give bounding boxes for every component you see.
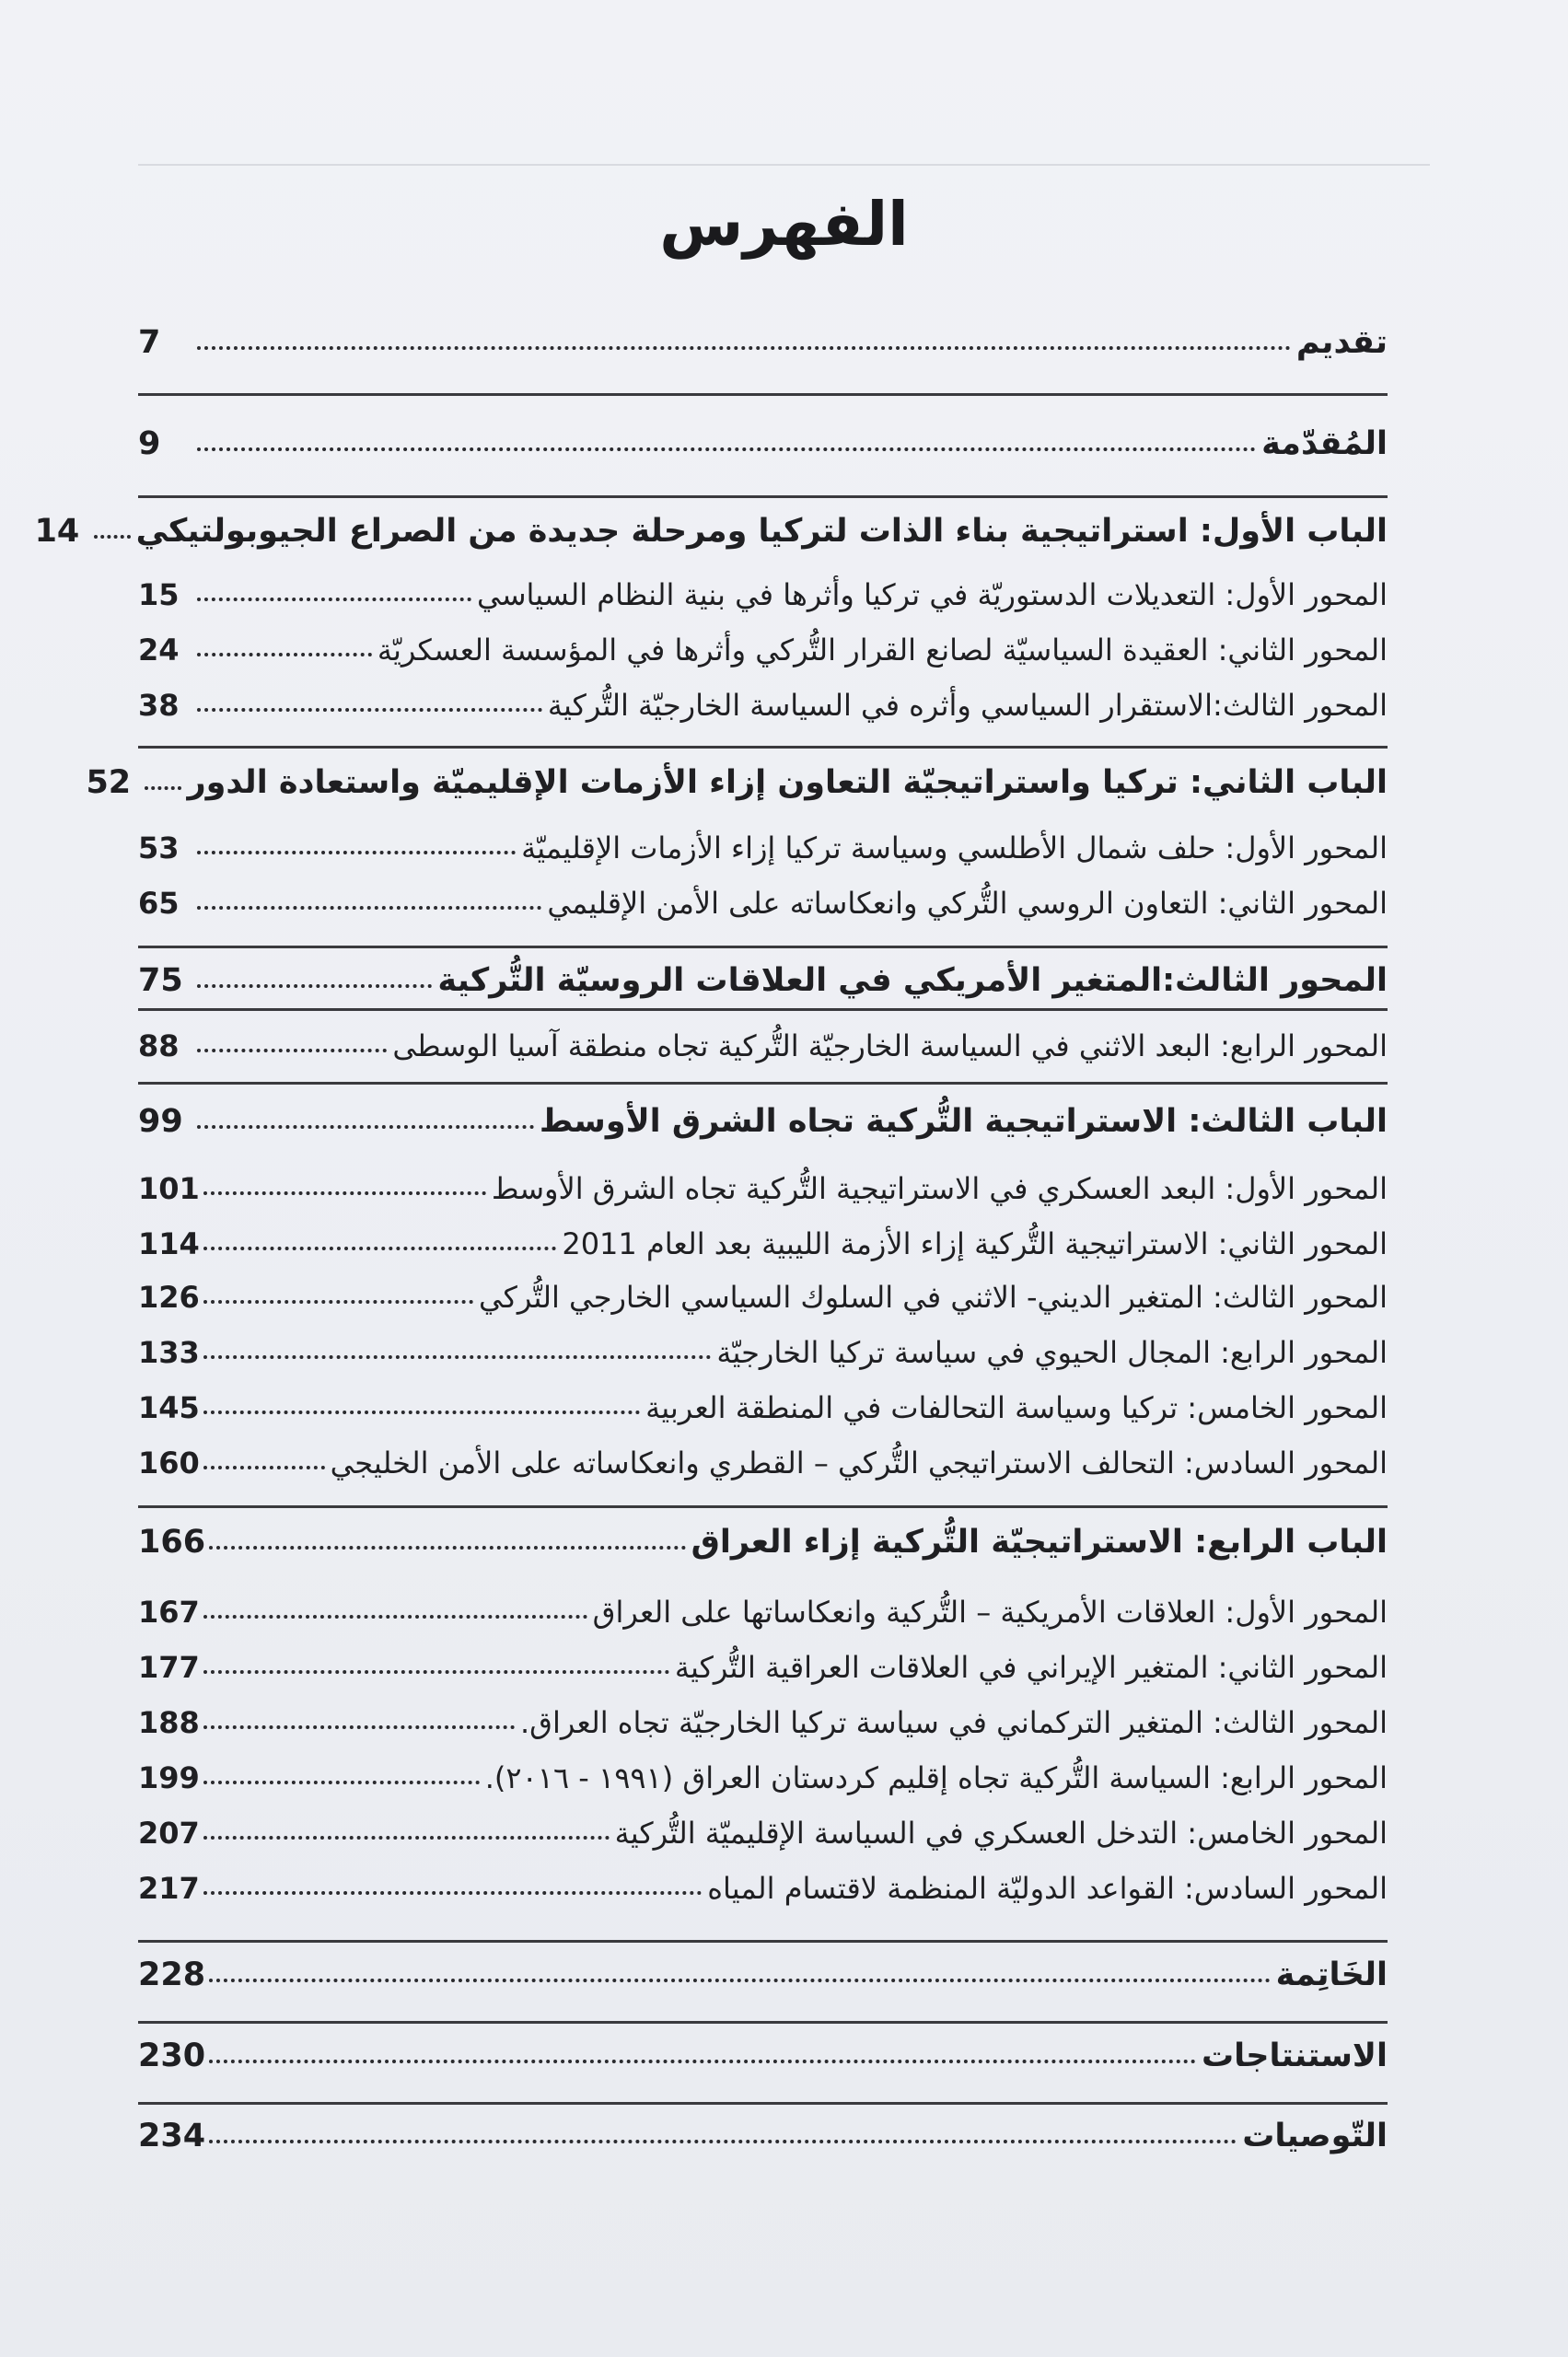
toc-page-number: 160 xyxy=(138,1446,200,1480)
toc-section-entry[interactable] xyxy=(138,1749,1388,1795)
toc-page-number: 99 xyxy=(138,1103,183,1140)
toc-page-number: 228 xyxy=(138,1956,206,1993)
toc-chapter-entry[interactable] xyxy=(138,1947,1388,1993)
dot-leader xyxy=(203,1836,610,1840)
dot-leader xyxy=(203,1300,473,1304)
toc-entry-title: المُقدّمة xyxy=(1261,425,1388,462)
section-divider xyxy=(138,1008,1388,1011)
dot-leader xyxy=(209,1546,686,1550)
toc-entry-title: المحور الثاني: التعاون الروسي التُّركي وانعكاساته على الأمن الإقليمي xyxy=(547,886,1388,921)
dot-leader xyxy=(197,851,516,854)
section-divider xyxy=(138,946,1388,948)
toc-chapter-entry[interactable] xyxy=(86,755,1388,801)
toc-page-number: 234 xyxy=(138,2118,206,2154)
toc-section-entry[interactable] xyxy=(138,1805,1388,1851)
toc-entry-title: المحور الأول: التعديلات الدستوريّة في تركيا وأثرها في بنية النظام السياسي xyxy=(477,577,1388,612)
page-title: الفهرس xyxy=(659,189,909,260)
toc-chapter-entry[interactable] xyxy=(138,953,1388,999)
toc-page-number: 15 xyxy=(138,577,180,612)
toc-chapter-entry[interactable] xyxy=(138,2028,1388,2074)
section-divider xyxy=(138,2102,1388,2105)
toc-page-number: 177 xyxy=(138,1650,200,1685)
toc-section-entry[interactable] xyxy=(138,1324,1388,1370)
toc-section-entry[interactable] xyxy=(138,1434,1388,1480)
toc-page-number: 114 xyxy=(138,1226,200,1261)
toc-entry-title: المحور الثالث: المتغير التركماني في سياسة تركيا الخارجيّة تجاه العراق. xyxy=(519,1705,1388,1740)
toc-page-number: 88 xyxy=(138,1028,180,1063)
dot-leader xyxy=(203,1411,640,1414)
toc-entry-title: المحور الأول: العلاقات الأمريكية – التُّركية وانعكاساتها على العراق xyxy=(592,1595,1388,1630)
toc-page-number: 24 xyxy=(138,633,180,668)
toc-section-entry[interactable] xyxy=(138,1584,1388,1630)
toc-entry-title: المحور الرابع: البعد الاثني في السياسة الخارجيّة التُّركية تجاه منطقة آسيا الوسطى xyxy=(392,1028,1388,1063)
section-divider xyxy=(138,393,1388,396)
toc-entry-title: المحور الرابع: السياسة التُّركية تجاه إقليم كردستان العراق (١٩٩١ - ٢٠١٦). xyxy=(484,1760,1388,1795)
toc-section-entry[interactable] xyxy=(138,1860,1388,1906)
dot-leader xyxy=(197,1049,387,1052)
toc-page-number: 217 xyxy=(138,1871,200,1906)
dot-leader xyxy=(197,653,372,656)
toc-chapter-entry[interactable] xyxy=(138,1094,1388,1140)
toc-page-number: 75 xyxy=(138,962,183,999)
dot-leader xyxy=(197,1125,534,1129)
dot-leader xyxy=(209,2140,1237,2143)
toc-section-entry[interactable] xyxy=(138,566,1388,612)
toc-entry-title: الاستنتاجات xyxy=(1201,2038,1388,2074)
dot-leader xyxy=(203,1891,702,1895)
toc-section-entry[interactable] xyxy=(138,1215,1388,1261)
toc-section-entry[interactable] xyxy=(138,1269,1388,1315)
section-divider xyxy=(138,2021,1388,2024)
toc-page-number: 126 xyxy=(138,1280,200,1315)
toc-entry-title: المحور الأول: البعد العسكري في الاستراتيجية التُّركية تجاه الشرق الأوسط xyxy=(491,1171,1388,1206)
toc-page-number: 145 xyxy=(138,1390,200,1425)
toc-page-number: 166 xyxy=(138,1524,206,1561)
toc-entry-title: المحور الثالث:الاستقرار السياسي وأثره في السياسة الخارجيّة التُّركية xyxy=(547,688,1388,723)
toc-entry-title: المحور الثاني: الاستراتيجية التُّركية إزاء الأزمة الليبية بعد العام 2011 xyxy=(562,1226,1388,1261)
dot-leader xyxy=(203,1191,486,1195)
toc-entry-title: المحور السادس: التحالف الاستراتيجي التُّركي – القطري وانعكاساته على الأمن الخليجي xyxy=(330,1446,1388,1480)
toc-entry-title: المحور الثاني: المتغير الإيراني في العلاقات العراقية التُّركية xyxy=(674,1650,1388,1685)
dot-leader xyxy=(209,1979,1271,1982)
running-header-faded xyxy=(138,136,1430,166)
toc-section-entry[interactable] xyxy=(138,1160,1388,1206)
toc-page-number: 14 xyxy=(34,513,80,550)
toc-entry-title: المحور الثالث:المتغير الأمريكي في العلاقات الروسيّة التُّركية xyxy=(437,962,1388,999)
toc-page-number: 199 xyxy=(138,1760,200,1795)
section-divider xyxy=(138,746,1388,749)
toc-page-number: 52 xyxy=(86,764,132,801)
section-divider xyxy=(138,1505,1388,1508)
toc-section-entry[interactable] xyxy=(138,677,1388,723)
dot-leader xyxy=(209,2060,1196,2063)
dot-leader xyxy=(197,906,541,910)
toc-page-number: 9 xyxy=(138,425,161,462)
toc-page-number: 230 xyxy=(138,2038,206,2074)
toc-chapter-entry[interactable] xyxy=(138,2108,1388,2154)
toc-entry-title: المحور الرابع: المجال الحيوي في سياسة تركيا الخارجيّة xyxy=(716,1335,1388,1370)
toc-entry-title: الباب الرابع: الاستراتيجيّة التُّركية إزاء العراق xyxy=(691,1524,1388,1561)
toc-entry-title: الباب الثاني: تركيا واستراتيجيّة التعاون إزاء الأزمات الإقليميّة واستعادة الدور xyxy=(187,764,1388,801)
dot-leader xyxy=(203,1781,480,1784)
toc-entry-title: المحور الخامس: تركيا وسياسة التحالفات في المنطقة العربية xyxy=(645,1390,1388,1425)
toc-page-number: 207 xyxy=(138,1816,200,1851)
toc-page-number: 38 xyxy=(138,688,180,723)
section-divider xyxy=(138,495,1388,498)
toc-page-number: 188 xyxy=(138,1705,200,1740)
dot-leader xyxy=(203,1355,712,1359)
toc-page-number: 53 xyxy=(138,830,180,865)
dot-leader xyxy=(94,535,131,539)
toc-page-number: 101 xyxy=(138,1171,200,1206)
section-divider xyxy=(138,1082,1388,1085)
toc-entry-title: تقديم xyxy=(1295,324,1388,361)
toc-section-entry[interactable] xyxy=(138,1017,1388,1063)
toc-entry-title: المحور الثاني: العقيدة السياسيّة لصانع القرار التُّركي وأثرها في المؤسسة العسكريّة xyxy=(377,633,1388,668)
toc-page-number: 133 xyxy=(138,1335,200,1370)
toc-entry-title: الباب الأول: استراتيجية بناء الذات لتركيا ومرحلة جديدة من الصراع الجيوبولتيكي xyxy=(135,513,1388,550)
toc-entry-title: التّوصيات xyxy=(1242,2118,1388,2154)
dot-leader xyxy=(197,984,432,988)
toc-entry-title: الخَاتِمة xyxy=(1275,1956,1388,1993)
toc-chapter-entry[interactable] xyxy=(138,416,1388,462)
section-divider xyxy=(138,1940,1388,1943)
toc-section-entry[interactable] xyxy=(138,819,1388,865)
dot-leader xyxy=(197,447,1256,451)
toc-chapter-entry[interactable] xyxy=(138,315,1388,361)
dot-leader xyxy=(203,1725,515,1729)
toc-section-entry[interactable] xyxy=(138,1379,1388,1425)
dot-leader xyxy=(203,1466,325,1469)
toc-section-entry[interactable] xyxy=(138,621,1388,668)
dot-leader xyxy=(197,598,471,601)
toc-chapter-entry[interactable] xyxy=(138,1515,1388,1561)
dot-leader xyxy=(203,1247,557,1250)
toc-entry-title: المحور السادس: القواعد الدوليّة المنظمة لاقتسام المياه xyxy=(707,1871,1388,1906)
dot-leader xyxy=(145,786,181,790)
toc-entry-title: المحور الثالث: المتغير الديني- الاثني في السلوك السياسي الخارجي التُّركي xyxy=(478,1280,1388,1315)
dot-leader xyxy=(203,1670,669,1674)
toc-section-entry[interactable] xyxy=(138,875,1388,921)
toc-page-number: 167 xyxy=(138,1595,200,1630)
dot-leader xyxy=(197,708,542,712)
toc-entry-title: المحور الأول: حلف شمال الأطلسي وسياسة تركيا إزاء الأزمات الإقليميّة xyxy=(521,830,1388,865)
toc-page-number: 7 xyxy=(138,324,161,361)
toc-chapter-entry[interactable] xyxy=(34,504,1388,550)
dot-leader xyxy=(197,346,1291,350)
toc-section-entry[interactable] xyxy=(138,1639,1388,1685)
toc-entry-title: المحور الخامس: التدخل العسكري في السياسة الإقليميّة التُّركية xyxy=(614,1816,1388,1851)
toc-section-entry[interactable] xyxy=(138,1694,1388,1740)
dot-leader xyxy=(203,1615,587,1619)
toc-page-number: 65 xyxy=(138,886,180,921)
toc-entry-title: الباب الثالث: الاستراتيجية التُّركية تجاه الشرق الأوسط xyxy=(539,1103,1388,1140)
